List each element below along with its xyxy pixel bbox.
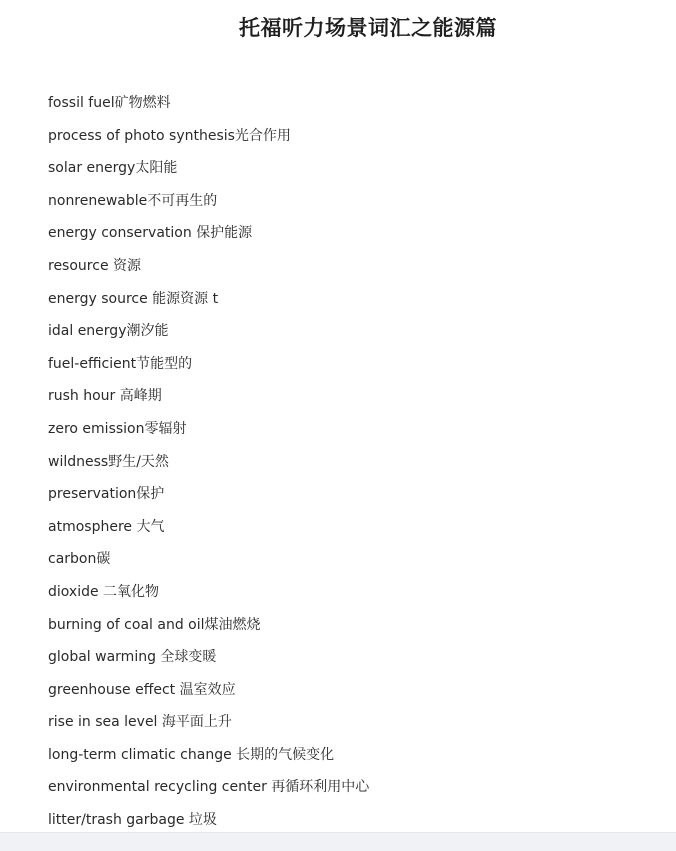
list-item: rise in sea level 海平面上升: [48, 714, 232, 731]
list-item: wildness野生/天然: [48, 453, 169, 470]
list-item: environmental recycling center 再循环利用中心: [48, 779, 370, 796]
list-item: energy source 能源资源 t: [48, 290, 219, 307]
list-item: energy conservation 保护能源: [48, 225, 253, 242]
list-item: nonrenewable不可再生的: [48, 192, 218, 209]
list-item: rush hour 高峰期: [48, 388, 162, 405]
list-item: solar energy太阳能: [48, 160, 178, 177]
list-item: zero emission零辐射: [48, 420, 187, 437]
list-item: burning of coal and oil煤油燃烧: [48, 616, 261, 633]
list-item: idal energy潮汐能: [48, 323, 169, 340]
list-item: litter/trash garbage 垃圾: [48, 812, 217, 829]
list-item: fuel-efficient节能型的: [48, 355, 193, 372]
list-item: global warming 全球变暖: [48, 649, 217, 666]
bottom-bar: [0, 832, 676, 851]
list-item: resource 资源: [48, 257, 142, 274]
page-title: 托福听力场景词汇之能源篇: [239, 16, 497, 40]
list-item: preservation保护: [48, 486, 165, 503]
list-item: atmosphere 大气: [48, 518, 165, 535]
list-item: process of photo synthesis光合作用: [48, 127, 291, 144]
list-item: fossil fuel矿物燃料: [48, 95, 171, 111]
list-item: long-term climatic change 长期的气候变化: [48, 746, 335, 763]
list-item: dioxide 二氧化物: [48, 583, 160, 600]
list-item: greenhouse effect 温室效应: [48, 681, 236, 698]
list-item: carbon碳: [48, 551, 111, 568]
vocabulary-list: [48, 90, 369, 840]
